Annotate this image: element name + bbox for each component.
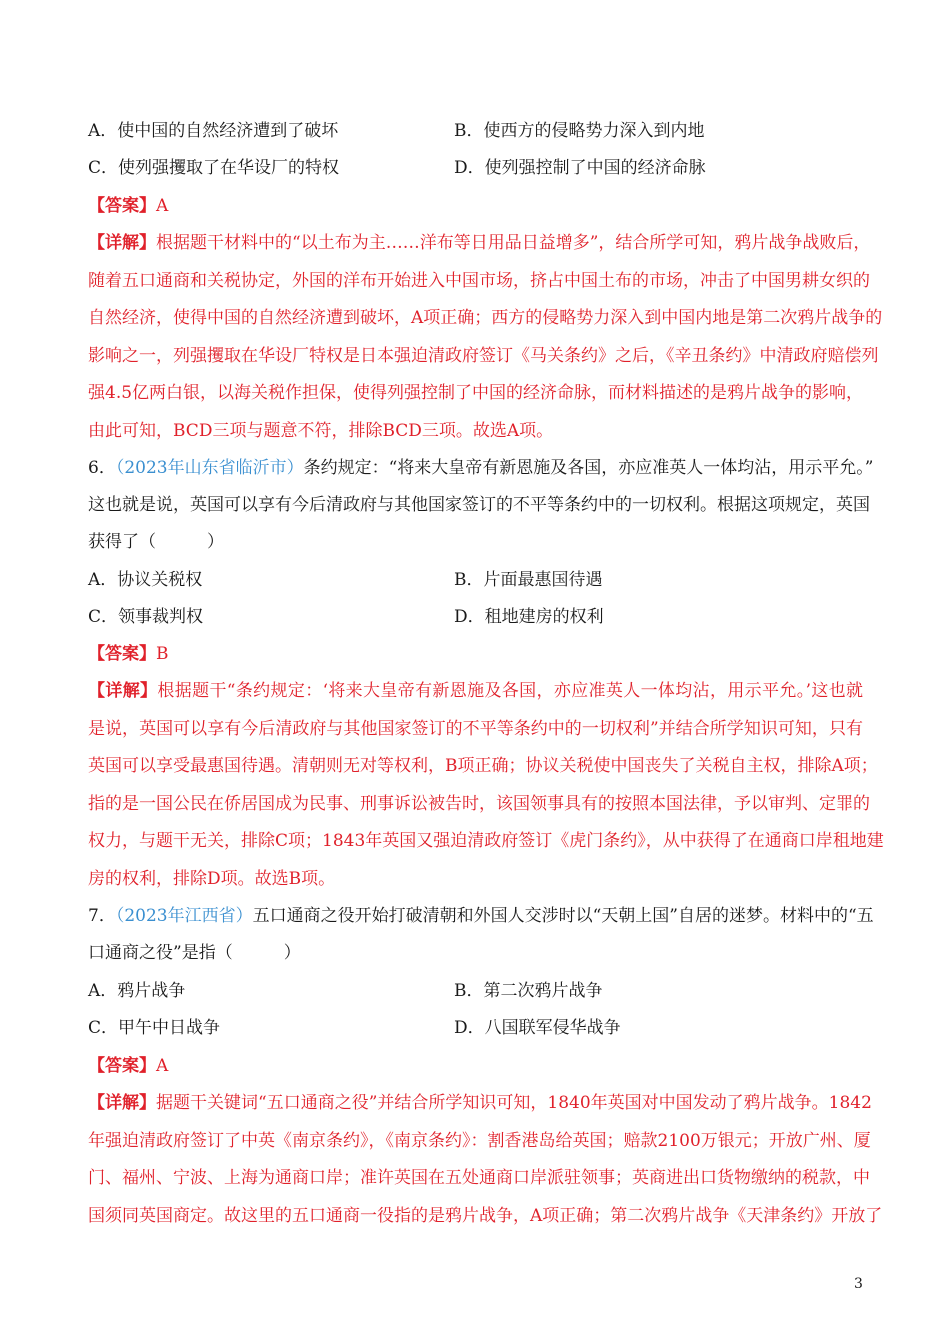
q6-answer: 【答案】B (88, 644, 169, 664)
q6-detail-line: 英国可以享受最惠国待遇。清朝则无对等权利，B项正确；协议关税使中国丧失了关税自主权，排除A项； (88, 756, 878, 776)
q6-stem-line: 获得了（ ） (88, 532, 224, 552)
q5-detail-line: 随着五口通商和关税协定，外国的洋布开始进入中国市场，挤占中国土布的市场，冲击了中国男耕女织的 (88, 271, 870, 291)
q6-option-b: B．片面最惠国待遇 (454, 570, 603, 590)
q6-source: （2023年山东省临沂市） (115, 458, 304, 478)
q6-detail-line: 【详解】根据题干“条约规定：‘将来大皇帝有新恩施及各国，亦应准英人一体均沾，用示平允。’这也就 (88, 681, 864, 701)
q6-option-c: C．领事裁判权 (88, 607, 204, 627)
q5-option-a: A．使中国的自然经济遭到了破坏 (88, 121, 339, 141)
q6-detail-line: 指的是一国公民在侨居国成为民事、刑事诉讼被告时，该国领事具有的按照本国法律，予以审判、定罪的 (88, 794, 870, 814)
q7-detail-line: 【详解】据题干关键词“五口通商之役”并结合所学知识可知，1840年英国对中国发动了鸦片战争。1842 (88, 1093, 872, 1113)
q6-detail-line: 权力，与题干无关，排除C项；1843年英国又强迫清政府签订《虎门条约》，从中获得了在通商口岸租地建 (88, 831, 884, 851)
q7-option-c: C．甲午中日战争 (88, 1018, 221, 1038)
q5-option-d: D．使列强控制了中国的经济命脉 (454, 158, 706, 178)
q7-source: （2023年江西省） (115, 906, 253, 926)
q6-detail-line: 是说，英国可以享有今后清政府与其他国家签订的不平等条约中的一切权利”并结合所学知识可知，只有 (88, 719, 863, 739)
q7-detail-line: 年强迫清政府签订了中英《南京条约》，《南京条约》：割香港岛给英国；赔款2100万银元；开放广州、厦 (88, 1131, 871, 1151)
q5-detail-line: 【详解】根据题干材料中的“以土布为主……洋布等日用品日益增多”，结合所学可知，鸦片战争战败后， (88, 233, 871, 253)
q6-detail-line: 房的权利，排除D项。故选B项。 (88, 869, 336, 889)
q5-detail-line: 强4.5亿两白银，以海关税作担保，使得列强控制了中国的经济命脉，而材料描述的是鸦片战争的影响， (88, 383, 864, 403)
q7-option-b: B．第二次鸦片战争 (454, 981, 603, 1001)
q6-stem: 6．（2023年山东省临沂市）条约规定：“将来大皇帝有新恩施及各国，亦应准英人一体均沾，用示平允。” (88, 458, 874, 478)
q5-detail-line: 由此可知，BCD三项与题意不符，排除BCD三项。故选A项。 (88, 421, 554, 441)
q7-stem: 7．（2023年江西省）五口通商之役开始打破清朝和外国人交涉时以“天朝上国”自居的迷梦。材料中的“五 (88, 906, 874, 926)
q6-stem-line: 这也就是说，英国可以享有今后清政府与其他国家签订的不平等条约中的一切权利。根据这项规定，英国 (88, 495, 870, 515)
q5-answer: 【答案】A (88, 196, 169, 216)
q5-detail-line: 影响之一，列强攫取在华设厂特权是日本强迫清政府签订《马关条约》之后，《辛丑条约》中清政府赔偿列 (88, 346, 879, 366)
q7-detail-line: 国须同英国商定。故这里的五口通商一役指的是鸦片战争，A项正确；第二次鸦片战争《天津条约》开放了 (88, 1206, 883, 1226)
q6-option-a: A．协议关税权 (88, 570, 203, 590)
q5-option-b: B．使西方的侵略势力深入到内地 (454, 121, 705, 141)
q7-stem-line: 口通商之役”是指（ ） (88, 943, 301, 963)
q6-option-d: D．租地建房的权利 (454, 607, 604, 627)
q5-option-c: C．使列强攫取了在华设厂的特权 (88, 158, 340, 178)
page-number: 3 (854, 1276, 863, 1292)
q5-detail-line: 自然经济，使得中国的自然经济遭到破坏，A项正确；西方的侵略势力深入到中国内地是第二次鸦片战争的 (88, 308, 883, 328)
q7-detail-line: 门、福州、宁波、上海为通商口岸；准许英国在五处通商口岸派驻领事；英商进出口货物缴纳的税款，中 (88, 1168, 870, 1188)
q7-option-a: A．鸦片战争 (88, 981, 186, 1001)
q7-answer: 【答案】A (88, 1056, 169, 1076)
q7-option-d: D．八国联军侵华战争 (454, 1018, 621, 1038)
